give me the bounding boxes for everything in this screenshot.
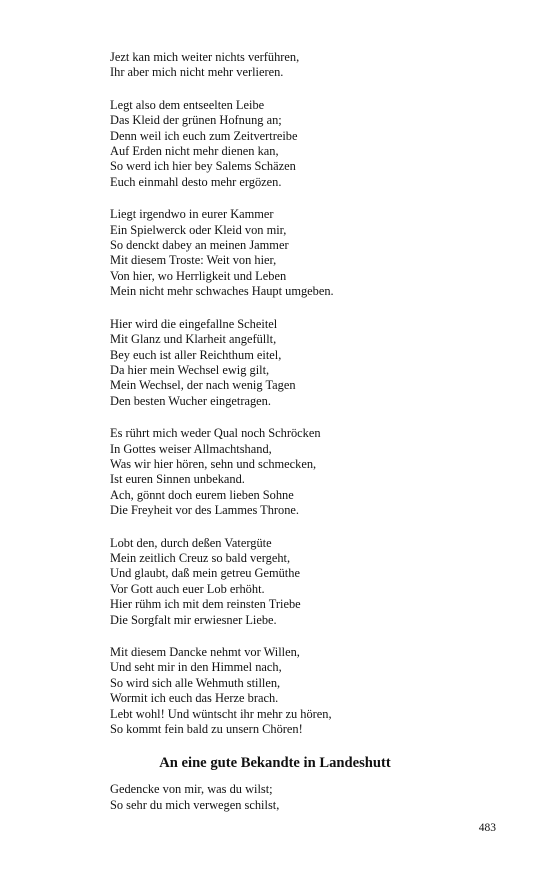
poem-section-1 — [110, 50, 440, 737]
verse-line: Und seht mir in den Himmel nach, — [110, 660, 282, 675]
verse-line: Mit Glanz und Klarheit angefüllt, — [110, 332, 277, 347]
verse-line: Mit diesem Troste: Weit von hier, — [110, 253, 277, 268]
verse-line: Hier rühm ich mit dem reinsten Triebe — [110, 597, 301, 612]
poem-title: An eine gute Bekandte in Landeshutt — [159, 755, 391, 772]
verse-line: In Gottes weiser Allmachtshand, — [110, 441, 272, 456]
poem-section-2 — [110, 782, 440, 813]
verse-line: Legt also dem entseelten Leibe — [110, 97, 265, 112]
verse-line: Mein zeitlich Creuz so bald vergeht, — [110, 550, 291, 565]
verse-line: So werd ich hier bey Salems Schäzen — [110, 159, 296, 174]
verse-line: Von hier, wo Herrligkeit und Leben — [110, 268, 287, 283]
verse-line: Mit diesem Dancke nehmt vor Willen, — [110, 645, 300, 659]
verse-line: Ach, gönnt doch eurem lieben Sohne — [110, 487, 294, 502]
stanza — [110, 782, 440, 813]
page-number: 483 — [478, 822, 496, 834]
verse-line: So denckt dabey an meinen Jammer — [110, 238, 289, 253]
stanza — [110, 426, 440, 518]
verse-line: Jezt kan mich weiter nichts verführen, — [110, 50, 300, 64]
stanza — [110, 645, 440, 737]
verse-line: Mein Wechsel, der nach wenig Tagen — [110, 378, 296, 393]
verse-line: Was wir hier hören, sehn und schmecken, — [110, 456, 317, 471]
verse-line: Die Freyheit vor des Lammes Throne. — [110, 503, 300, 518]
page-body — [110, 50, 440, 830]
verse-line: Denn weil ich euch zum Zeitvertreibe — [110, 128, 298, 143]
verse-line: Ihr aber mich nicht mehr verlieren. — [110, 65, 284, 80]
verse-line: Das Kleid der grünen Hofnung an; — [110, 113, 282, 128]
verse-line: Vor Gott auch euer Lob erhöht. — [110, 581, 265, 596]
stanza — [110, 50, 440, 81]
verse-line: Es rührt mich weder Qual noch Schröcken — [110, 426, 321, 441]
stanza — [110, 536, 440, 628]
verse-line: So kommt fein bald zu unsern Chören! — [110, 722, 303, 737]
verse-line: Auf Erden nicht mehr dienen kan, — [110, 144, 279, 159]
verse-line: So sehr du mich verwegen schilst, — [110, 797, 280, 812]
verse-line: Hier wird die eingefallne Scheitel — [110, 316, 278, 331]
verse-line: Wormit ich euch das Herze brach. — [110, 691, 279, 706]
stanza — [110, 98, 440, 190]
verse-line: Die Sorgfalt mir erwiesner Liebe. — [110, 612, 277, 627]
verse-line: Ein Spielwerck oder Kleid von mir, — [110, 222, 287, 237]
verse-line: Den besten Wucher eingetragen. — [110, 393, 271, 408]
verse-line: Da hier mein Wechsel ewig gilt, — [110, 362, 270, 377]
verse-line: Und glaubt, daß mein getreu Gemüthe — [110, 566, 300, 581]
stanza — [110, 207, 440, 299]
verse-line: Lobt den, durch deßen Vatergüte — [110, 535, 272, 550]
verse-line: Gedencke von mir, was du wilst; — [110, 782, 273, 797]
verse-line: Bey euch ist aller Reichthum eitel, — [110, 347, 282, 362]
verse-line: So wird sich alle Wehmuth stillen, — [110, 675, 281, 690]
verse-line: Euch einmahl desto mehr ergözen. — [110, 174, 282, 189]
verse-line: Lebt wohl! Und wüntscht ihr mehr zu hören, — [110, 706, 332, 721]
verse-line: Liegt irgendwo in eurer Kammer — [110, 207, 274, 222]
stanza — [110, 317, 440, 409]
verse-line: Ist euren Sinnen unbekand. — [110, 472, 245, 487]
verse-line: Mein nicht mehr schwaches Haupt umgeben. — [110, 284, 334, 299]
